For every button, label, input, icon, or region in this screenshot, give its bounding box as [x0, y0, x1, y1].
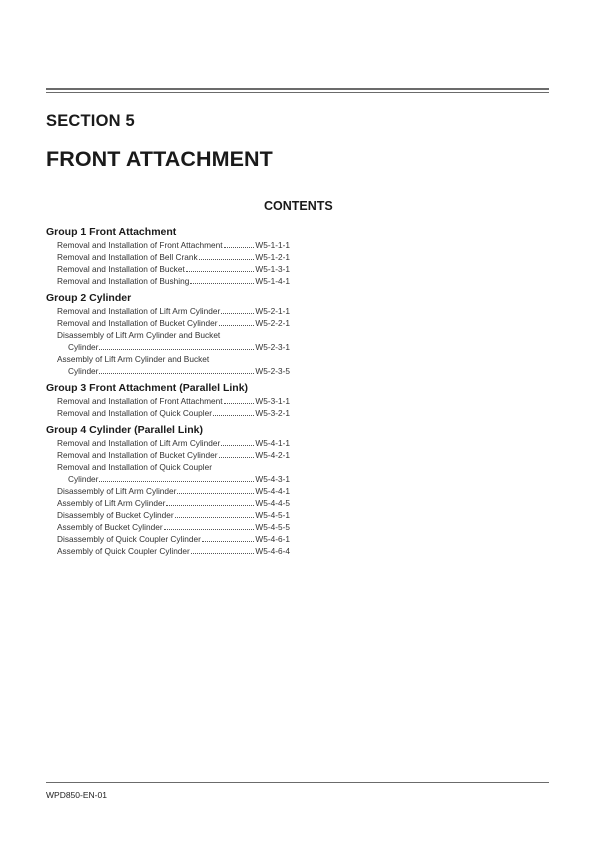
toc-entry-text: Assembly of Quick Coupler Cylinder [57, 546, 190, 556]
dot-leader [199, 252, 255, 260]
toc-entry-text: Assembly of Lift Arm Cylinder and Bucket [57, 354, 210, 364]
dot-leader [99, 366, 254, 374]
toc-entry[interactable] [46, 353, 306, 365]
dot-leader [175, 510, 255, 518]
toc-group-title: Group 3 Front Attachment (Parallel Link) [46, 382, 249, 394]
toc-entry-text: Removal and Installation of Bell Crank [57, 252, 198, 262]
dot-leader [224, 396, 255, 404]
section-label: SECTION 5 [46, 112, 135, 130]
dot-leader [190, 276, 254, 284]
toc-entry[interactable] [46, 317, 306, 329]
toc-entry[interactable] [46, 239, 306, 251]
toc-page-ref: W5-3-1-1 [255, 396, 290, 406]
toc-page-ref: W5-2-3-1 [255, 342, 290, 352]
toc-entry[interactable] [46, 497, 306, 509]
toc-entry-continuation[interactable] [46, 341, 306, 353]
toc-entry[interactable] [46, 461, 306, 473]
dot-leader [177, 486, 254, 494]
toc-entry-text: Removal and Installation of Lift Arm Cylinder [57, 306, 221, 316]
dot-leader [221, 438, 254, 446]
toc-entry[interactable] [46, 533, 306, 545]
toc-page-ref: W5-4-6-1 [255, 534, 290, 544]
dot-leader [186, 264, 255, 272]
toc-entry-text: Removal and Installation of Lift Arm Cylinder [57, 438, 221, 448]
toc-entry[interactable] [46, 305, 306, 317]
toc-entry-text: Disassembly of Quick Coupler Cylinder [57, 534, 201, 544]
toc-page-ref: W5-1-3-1 [255, 264, 290, 274]
toc-entry[interactable] [46, 263, 306, 275]
toc-entry-continuation[interactable] [46, 473, 306, 485]
toc-entry-text: Removal and Installation of Front Attachment [57, 396, 223, 406]
dot-leader [202, 534, 255, 542]
toc-group-title: Group 1 Front Attachment [46, 226, 177, 238]
toc-entry-continuation[interactable] [46, 365, 306, 377]
toc-entry-text: Removal and Installation of Bushing [57, 276, 190, 286]
dot-leader [164, 522, 255, 530]
toc-entry[interactable] [46, 407, 306, 419]
toc-entry-text: Cylinder [68, 366, 99, 376]
toc-page-ref: W5-4-4-5 [255, 498, 290, 508]
dot-leader [99, 474, 254, 482]
toc-page-ref: W5-4-6-4 [255, 546, 290, 556]
toc-group-title: Group 4 Cylinder (Parallel Link) [46, 424, 203, 436]
toc-page-ref: W5-4-5-5 [255, 522, 290, 532]
dot-leader [166, 498, 254, 506]
toc-page-ref: W5-4-1-1 [255, 438, 290, 448]
section-title: FRONT ATTACHMENT [46, 147, 273, 171]
dot-leader [99, 342, 254, 350]
toc-entry[interactable] [46, 545, 306, 557]
toc-entry[interactable] [46, 251, 306, 263]
toc-entry-text: Removal and Installation of Quick Coupler [57, 408, 212, 418]
toc-entry-text: Assembly of Bucket Cylinder [57, 522, 163, 532]
toc-entry-text: Disassembly of Bucket Cylinder [57, 510, 174, 520]
dot-leader [219, 450, 255, 458]
dot-leader [213, 408, 254, 416]
toc-entry[interactable] [46, 329, 306, 341]
footer-rule [46, 782, 549, 783]
toc-entry[interactable] [46, 437, 306, 449]
dot-leader [221, 306, 254, 314]
dot-leader [224, 240, 255, 248]
dot-leader [191, 546, 255, 554]
toc-entry-text: Removal and Installation of Bucket Cylinder [57, 450, 218, 460]
toc-entry[interactable] [46, 509, 306, 521]
table-of-contents [46, 225, 306, 557]
toc-page-ref: W5-1-1-1 [255, 240, 290, 250]
header-rule [46, 88, 549, 93]
document-code: WPD850-EN-01 [46, 790, 107, 800]
toc-entry-text: Cylinder [68, 342, 99, 352]
toc-entry[interactable] [46, 485, 306, 497]
toc-page-ref: W5-2-3-5 [255, 366, 290, 376]
toc-entry-text: Removal and Installation of Quick Coupler [57, 462, 212, 472]
toc-entry-text: Cylinder [68, 474, 99, 484]
toc-entry-text: Removal and Installation of Bucket [57, 264, 185, 274]
toc-entry[interactable] [46, 521, 306, 533]
toc-entry[interactable] [46, 395, 306, 407]
toc-page-ref: W5-1-4-1 [255, 276, 290, 286]
toc-entry[interactable] [46, 449, 306, 461]
toc-entry[interactable] [46, 275, 306, 287]
toc-page-ref: W5-2-2-1 [255, 318, 290, 328]
toc-page-ref: W5-4-3-1 [255, 474, 290, 484]
dot-leader [219, 318, 255, 326]
toc-page-ref: W5-1-2-1 [255, 252, 290, 262]
toc-page-ref: W5-4-4-1 [255, 486, 290, 496]
toc-page-ref: W5-4-5-1 [255, 510, 290, 520]
toc-entry-text: Assembly of Lift Arm Cylinder [57, 498, 166, 508]
toc-page-ref: W5-2-1-1 [255, 306, 290, 316]
toc-page-ref: W5-4-2-1 [255, 450, 290, 460]
toc-group-title: Group 2 Cylinder [46, 292, 132, 304]
toc-entry-text: Removal and Installation of Front Attachment [57, 240, 223, 250]
toc-entry-text: Removal and Installation of Bucket Cylinder [57, 318, 218, 328]
toc-page-ref: W5-3-2-1 [255, 408, 290, 418]
contents-heading: CONTENTS [264, 199, 333, 213]
toc-entry-text: Disassembly of Lift Arm Cylinder and Bucket [57, 330, 221, 340]
toc-entry-text: Disassembly of Lift Arm Cylinder [57, 486, 177, 496]
